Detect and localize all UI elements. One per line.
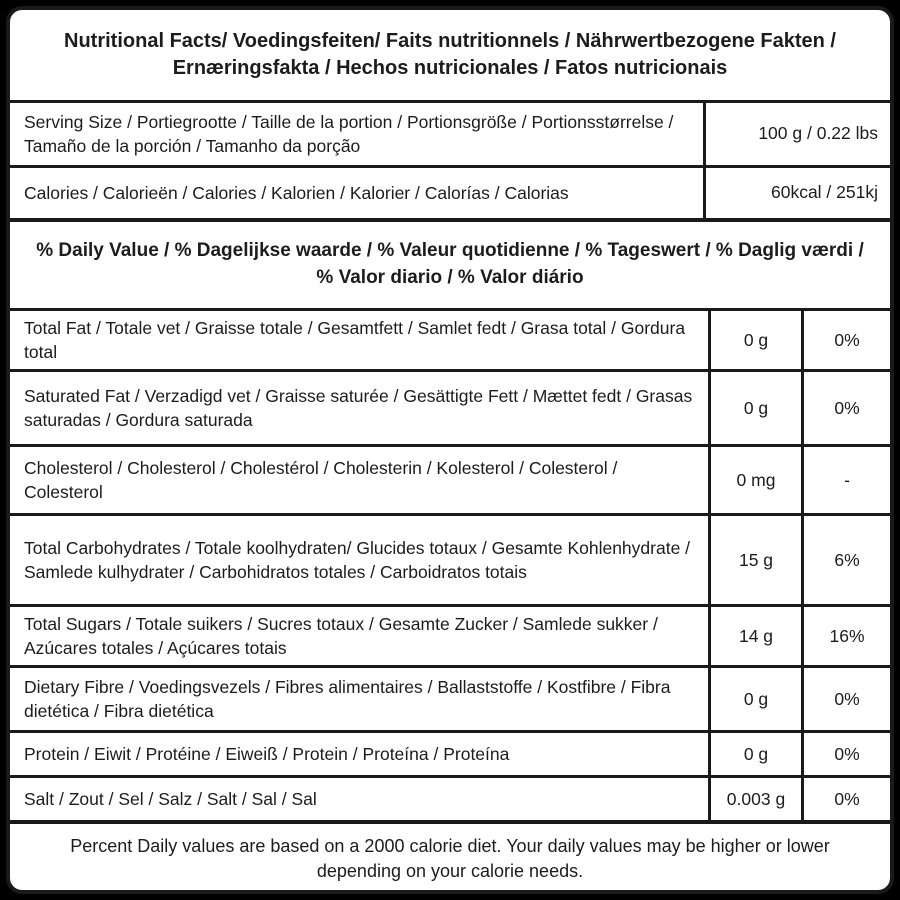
nutrient-daily-value: 0% <box>801 311 890 369</box>
nutrient-amount: 0 g <box>708 733 801 775</box>
nutrient-amount: 0 g <box>708 668 801 730</box>
nutrient-daily-value: 16% <box>801 607 890 665</box>
table-row-total-carbohydrates <box>10 513 890 604</box>
calories-label: Calories / Calorieën / Calories / Kalorien / Kalorier / Calorías / Calorias <box>24 182 569 203</box>
nutrient-label: Protein / Eiwit / Protéine / Eiweiß / Protein / Proteína / Proteína <box>24 743 510 764</box>
nutrient-label: Total Carbohydrates / Totale koolhydraten/ Glucides totaux / Gesamte Kohlenhydrate / Samlede kulhydrater / Carbohidratos totales / Carboidratos totais <box>24 537 691 582</box>
nutrient-daily-value: 0% <box>801 668 890 730</box>
nutrient-amount: 0.003 g <box>708 778 801 820</box>
nutrient-daily-value: - <box>801 447 890 513</box>
nutrient-label: Total Sugars / Totale suikers / Sucres totaux / Gesamte Zucker / Samlede sukker / Azúcares totales / Açúcares totais <box>24 613 658 658</box>
table-row-total-sugars <box>10 604 890 665</box>
serving-size-label: Serving Size / Portiegrootte / Taille de la portion / Portionsgröße / Portionsstørrelse / Tamaño de la porción / Tamanho da porção <box>24 111 674 156</box>
table-row-total-fat <box>10 308 890 369</box>
nutrient-amount: 15 g <box>708 516 801 604</box>
footer-disclaimer-section <box>10 820 890 894</box>
nutrient-daily-value: 0% <box>801 778 890 820</box>
table-row-dietary-fibre <box>10 665 890 730</box>
nutrient-label: Dietary Fibre / Voedingsvezels / Fibres alimentaires / Ballaststoffe / Kostfibre / Fibra dietética / Fibra dietética <box>24 676 671 721</box>
daily-value-header-section <box>10 218 890 308</box>
calories-value: 60kcal / 251kj <box>703 168 890 218</box>
nutrient-amount: 0 g <box>708 372 801 444</box>
daily-value-header: % Daily Value / % Dagelijkse waarde / % Valeur quotidienne / % Tageswert / % Daglig værdi / % Valor diario / % Valor diário <box>36 240 864 288</box>
table-row-cholesterol <box>10 444 890 513</box>
nutrient-label: Total Fat / Totale vet / Graisse totale / Gesamtfett / Samlet fedt / Grasa total / Gordura total <box>24 317 686 362</box>
serving-size-row <box>10 100 890 165</box>
footer-disclaimer: Percent Daily values are based on a 2000 calorie diet. Your daily values may be higher or lower depending on your calorie needs. <box>70 836 830 882</box>
nutrient-label: Cholesterol / Cholesterol / Cholestérol / Cholesterin / Kolesterol / Colesterol / Colesterol <box>24 457 618 502</box>
calories-row <box>10 165 890 218</box>
label-title-section <box>10 10 890 100</box>
nutrient-label: Saturated Fat / Verzadigd vet / Graisse saturée / Gesättigte Fett / Mættet fedt / Grasas saturadas / Gordura saturada <box>24 385 693 430</box>
table-row-salt <box>10 775 890 820</box>
nutrient-daily-value: 0% <box>801 733 890 775</box>
nutrient-amount: 0 mg <box>708 447 801 513</box>
table-row-protein <box>10 730 890 775</box>
serving-size-value: 100 g / 0.22 lbs <box>703 103 890 165</box>
table-row-saturated-fat <box>10 369 890 444</box>
nutrient-daily-value: 6% <box>801 516 890 604</box>
nutrition-label <box>6 6 894 894</box>
nutrient-amount: 0 g <box>708 311 801 369</box>
nutrient-daily-value: 0% <box>801 372 890 444</box>
label-title: Nutritional Facts/ Voedingsfeiten/ Faits nutritionnels / Nährwertbezogene Fakten / Ernæringsfakta / Hechos nutricionales / Fatos nutricionais <box>64 30 836 79</box>
nutrient-amount: 14 g <box>708 607 801 665</box>
nutrient-label: Salt / Zout / Sel / Salz / Salt / Sal / Sal <box>24 788 317 809</box>
